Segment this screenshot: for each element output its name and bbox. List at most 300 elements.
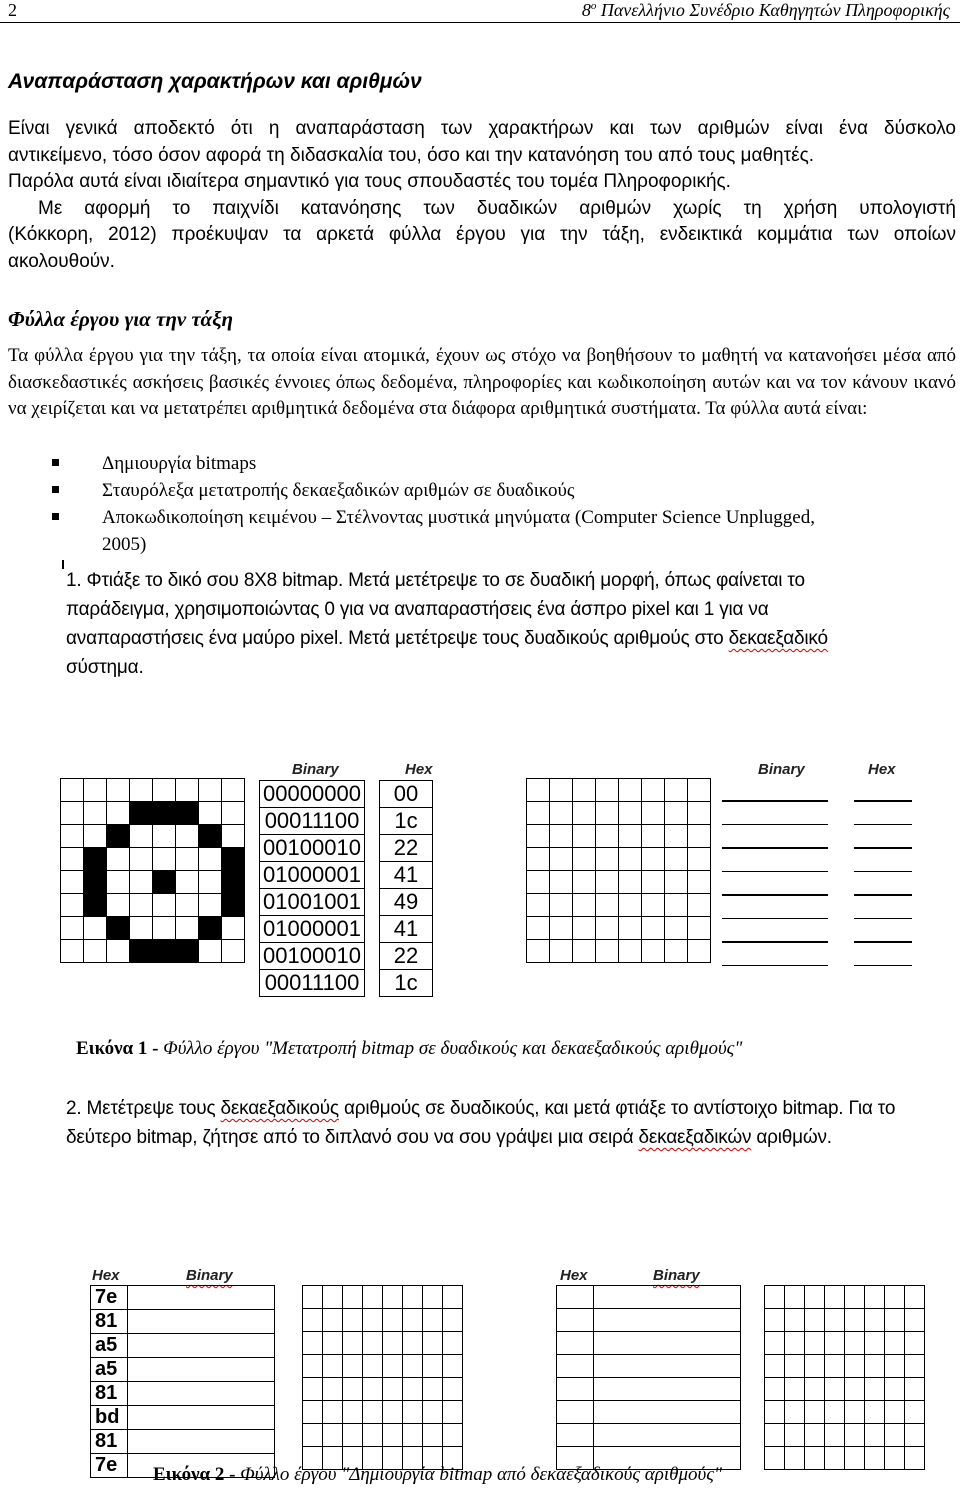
bitmap-cell [865,1378,885,1401]
spacer-cell [365,862,380,889]
binary-cell: 01000001 [260,916,365,943]
hex-column-header: Hex [560,1267,588,1284]
hex-cell: 41 [380,862,433,889]
section-title-worksheets: Φύλλα έργου για την τάξη [8,307,234,331]
bitmap-cell [619,871,642,894]
bitmap-cell [176,848,199,871]
bitmap-cell [153,802,176,825]
bitmap-cell [527,940,550,963]
bitmap-cell [176,940,199,963]
bitmap-cell [153,825,176,848]
spacer-cell [365,943,380,970]
bitmap-cell [199,825,222,848]
bitmap-cell [785,1355,805,1378]
bitmap-cell [642,802,665,825]
bitmap-cell [642,825,665,848]
bitmap-cell [805,1447,825,1470]
bitmap-cell [323,1332,343,1355]
bitmap-cell [323,1309,343,1332]
example-bitmap-grid [60,778,245,963]
bitmap-cell [550,894,573,917]
binary-answer-cell [128,1334,275,1358]
bitmap-cell [765,1447,785,1470]
bitmap-cell [130,802,153,825]
bitmap-cell [403,1286,423,1309]
bitmap-cell [343,1286,363,1309]
bitmap-cell [107,848,130,871]
bitmap-cell [865,1355,885,1378]
bitmap-cell [176,894,199,917]
table-row [557,1286,741,1309]
bitmap-cell [84,871,107,894]
hex-answer-line [854,941,912,943]
bitmap-cell [423,1401,443,1424]
bitmap-cell [527,802,550,825]
hex-cell: 81 [91,1382,128,1406]
binary-column-header: Binary [186,1267,233,1284]
hex-cell: bd [91,1406,128,1430]
bitmap-cell [443,1401,463,1424]
bitmap-cell [383,1378,403,1401]
bitmap-cell [443,1332,463,1355]
bitmap-cell [865,1447,885,1470]
hex-column-header: Hex [868,761,896,778]
binary-answer-line [722,941,828,943]
list-item: Αποκωδικοποίηση κειμένου – Στέλνοντας μυστικά μηνύματα (Computer Science Unplugged, 2005) [52,504,862,558]
bitmap-cell [665,779,688,802]
bitmap-cell [363,1378,383,1401]
bitmap-cell [665,940,688,963]
bitmap-cell [825,1355,845,1378]
spacer-cell [365,889,380,916]
bitmap-cell [527,871,550,894]
figure-1-caption: Εικόνα 1 - Φύλλο έργου "Μετατροπή bitmap σε δυαδικούς και δεκαεξαδικούς αριθμούς" [76,1038,743,1059]
bitmap-cell [845,1424,865,1447]
bitmap-cell [573,917,596,940]
bitmap-cell [642,940,665,963]
hex-cell: 81 [91,1430,128,1454]
bitmap-cell [596,940,619,963]
bitmap-cell [688,802,711,825]
bitmap-cell [423,1378,443,1401]
bitmap-cell [107,917,130,940]
table-row [91,1358,275,1382]
bitmap-cell [527,894,550,917]
binary-answer-cell [594,1286,741,1309]
binary-cell: 01000001 [260,862,365,889]
bitmap-cell [550,779,573,802]
bitmap-cell [176,825,199,848]
example-binary-hex-table [259,780,433,997]
binary-answer-line [722,871,828,873]
bitmap-cell [619,802,642,825]
bitmap-cell [665,825,688,848]
bitmap-cell [343,1424,363,1447]
bitmap-cell [785,1286,805,1309]
bitmap-cell [785,1424,805,1447]
table-row [260,970,433,997]
bitmap-cell [443,1309,463,1332]
bitmap-cell [619,940,642,963]
bitmap-cell [642,779,665,802]
bitmap-cell [785,1401,805,1424]
bitmap-cell [865,1332,885,1355]
intro-line: Παρόλα αυτά είναι ιδιαίτερα σημαντικό για τους σπουδαστές του τομέα Πληροφορικής. [8,171,731,192]
bitmap-cell [642,894,665,917]
bitmap-cell [642,848,665,871]
hex-cell [557,1332,594,1355]
bitmap-cell [573,871,596,894]
bitmap-cell [785,1378,805,1401]
bitmap-cell [303,1286,323,1309]
bitmap-cell [845,1332,865,1355]
hex-cell: 00 [380,781,433,808]
bitmap-cell [84,917,107,940]
bitmap-cell [619,917,642,940]
bitmap-cell [805,1424,825,1447]
binary-cell: 00100010 [260,943,365,970]
bitmap-cell [199,779,222,802]
binary-answer-cell [128,1358,275,1382]
bitmap-cell [303,1332,323,1355]
binary-answer-cell [594,1424,741,1447]
bitmap-cell [785,1332,805,1355]
bitmap-cell [550,917,573,940]
bitmap-cell [323,1355,343,1378]
page-number: 2 [8,0,17,20]
bitmap-cell [323,1286,343,1309]
hex-cell: a5 [91,1334,128,1358]
hex-cell: 81 [91,1310,128,1334]
bitmap-cell [153,848,176,871]
binary-column-header: Binary [758,761,805,778]
bitmap-cell [619,894,642,917]
binary-answer-line [722,894,828,896]
binary-answer-line [722,965,828,967]
bitmap-cell [619,825,642,848]
bitmap-cell [885,1286,905,1309]
spacer-cell [365,916,380,943]
bitmap-cell [199,871,222,894]
bitmap-cell [222,940,245,963]
bitmap-cell [403,1309,423,1332]
bitmap-cell [107,894,130,917]
binary-cell: 01001001 [260,889,365,916]
bitmap-cell [665,894,688,917]
bitmap-cell [343,1332,363,1355]
bitmap-cell [130,779,153,802]
bitmap-cell [153,779,176,802]
bitmap-cell [596,825,619,848]
bitmap-cell [573,779,596,802]
bitmap-cell [383,1309,403,1332]
bitmap-cell [61,825,84,848]
bitmap-cell [765,1332,785,1355]
bitmap-cell [403,1424,423,1447]
hex-cell [557,1401,594,1424]
bitmap-cell [363,1286,383,1309]
hex-answer-line [854,824,912,826]
bitmap-cell [130,871,153,894]
hex-cell: 49 [380,889,433,916]
hex-answer-line [854,871,912,873]
worksheets-paragraph: Τα φύλλα έργου για την τάξη, τα οποία είναι ατομικά, έχουν ως στόχο να βοηθήσουν το μαθητή να κατανοήσει μέσα από διασκεδαστικές ασκήσεις βασικές έννοιες όπως δεδομένα, πληροφορίες και κωδικοποίηση αυτών και να τον κάνουν ικανό να χειρίζεται και να μετατρέπει αριθμητικά δεδομένα στα διάφορα αριθμητικά συστήματα. Τα φύλλα αυτά είναι: [8,345,956,419]
bitmap-cell [905,1424,925,1447]
bitmap-cell [403,1401,423,1424]
table-row [260,835,433,862]
hex-column-header: Hex [92,1267,120,1284]
bitmap-cell [785,1447,805,1470]
spacer-cell [365,808,380,835]
bitmap-cell [527,825,550,848]
bitmap-cell [222,894,245,917]
bitmap-cell [573,802,596,825]
bitmap-cell [805,1286,825,1309]
bitmap-cell [805,1332,825,1355]
bitmap-cell [222,848,245,871]
table-row [260,808,433,835]
hex-answer-line [854,965,912,967]
bitmap-cell [84,802,107,825]
table-row [91,1406,275,1430]
bitmap-cell [199,802,222,825]
binary-cell: 00100010 [260,835,365,862]
bitmap-cell [423,1332,443,1355]
bitmap-cell [785,1309,805,1332]
bitmap-cell [84,894,107,917]
hex-cell: 22 [380,943,433,970]
bitmap-cell [176,871,199,894]
spacer-cell [365,835,380,862]
table-row [260,781,433,808]
bitmap-cell [153,917,176,940]
empty-bitmap-grid [302,1285,463,1470]
bitmap-cell [383,1401,403,1424]
bitmap-cell [573,940,596,963]
bitmap-cell [303,1401,323,1424]
bitmap-cell [383,1286,403,1309]
binary-answer-cell [128,1286,275,1310]
empty-bitmap-grid [764,1285,925,1470]
binary-answer-cell [594,1401,741,1424]
bitmap-cell [665,917,688,940]
bitmap-cell [688,825,711,848]
bitmap-cell [642,917,665,940]
figure-2-caption: Εικόνα 2 - Φύλλο έργου "Δημιουργία bitmap από δεκαεξαδικούς αριθμούς" [153,1464,722,1485]
bitmap-cell [107,825,130,848]
intro-line: Είναι γενικά αποδεκτό ότι η αναπαράσταση των χαρακτήρων και των αριθμών είναι ένα δύσκολο [8,118,956,139]
table-row [260,862,433,889]
bitmap-cell [153,871,176,894]
bitmap-cell [865,1309,885,1332]
bitmap-cell [527,917,550,940]
bitmap-cell [383,1332,403,1355]
bitmap-cell [303,1355,323,1378]
table-row [260,943,433,970]
bitmap-cell [423,1309,443,1332]
section-title-representation: Αναπαράσταση χαρακτήρων και αριθμών [8,70,422,93]
hex-cell: 22 [380,835,433,862]
bitmap-cell [596,917,619,940]
binary-answer-line [722,824,828,826]
bitmap-cell [805,1401,825,1424]
hex-cell [557,1378,594,1401]
bitmap-cell [303,1309,323,1332]
bitmap-cell [199,848,222,871]
bitmap-cell [61,871,84,894]
bitmap-cell [688,894,711,917]
bitmap-cell [176,917,199,940]
bitmap-cell [443,1378,463,1401]
list-item: Σταυρόλεξα μετατροπής δεκαεξαδικών αριθμών σε δυαδικούς [52,477,862,504]
bitmap-cell [885,1424,905,1447]
bitmap-cell [688,871,711,894]
bitmap-cell [845,1355,865,1378]
bitmap-cell [765,1355,785,1378]
table-row [557,1332,741,1355]
bitmap-cell [222,779,245,802]
bitmap-cell [130,917,153,940]
bitmap-cell [527,779,550,802]
binary-answer-cell [594,1332,741,1355]
bitmap-cell [665,802,688,825]
conference-title: $8^o$ Πανελλήνιο Συνέδριο Καθηγητών Πληροφορικής [581,0,950,20]
bitmap-cell [222,871,245,894]
binary-cell: 00011100 [260,970,365,997]
bitmap-cell [619,848,642,871]
bitmap-cell [885,1378,905,1401]
table-row [91,1334,275,1358]
binary-answer-line [722,847,828,849]
bitmap-cell [688,940,711,963]
bitmap-cell [130,848,153,871]
binary-cell: 00011100 [260,808,365,835]
hex-cell: 41 [380,916,433,943]
bitmap-cell [107,940,130,963]
binary-answer-cell [594,1309,741,1332]
bitmap-cell [845,1378,865,1401]
hex-values-table-filled [90,1285,275,1478]
table-row [91,1382,275,1406]
bitmap-cell [885,1355,905,1378]
binary-answer-cell [594,1355,741,1378]
bitmap-cell [423,1286,443,1309]
list-item: Δημιουργία bitmaps [52,450,862,477]
bitmap-cell [303,1424,323,1447]
bitmap-cell [222,825,245,848]
task-2-instructions: 2. Μετέτρεψε τους δεκαεξαδικούς αριθμούς σε δυαδικούς, και μετά φτιάξε το αντίστοιχο bitmap. Για το δεύτερο bitmap, ζήτησε από το διπλανό σου να σου γράψει μια σειρά δεκαεξαδικών αριθμών. [66,1098,896,1148]
bitmap-cell [573,894,596,917]
bitmap-cell [107,779,130,802]
bitmap-cell [550,848,573,871]
bitmap-cell [905,1286,925,1309]
table-row [91,1310,275,1334]
bitmap-cell [363,1309,383,1332]
bitmap-cell [199,894,222,917]
hex-cell [557,1309,594,1332]
bitmap-cell [596,779,619,802]
bitmap-cell [845,1309,865,1332]
bitmap-cell [176,779,199,802]
bitmap-cell [383,1355,403,1378]
table-row [557,1309,741,1332]
bitmap-cell [805,1378,825,1401]
hex-cell: 7e [91,1286,128,1310]
table-row [557,1355,741,1378]
hex-answer-line [854,894,912,896]
bitmap-cell [665,871,688,894]
bitmap-cell [443,1355,463,1378]
bitmap-cell [343,1355,363,1378]
bitmap-cell [905,1447,925,1470]
binary-answer-cell [594,1378,741,1401]
bitmap-cell [403,1332,423,1355]
intro-line: Με αφορμή το παιχνίδι κατανόησης των δυαδικών αριθμών χωρίς τη χρήση υπολογιστή [38,197,956,219]
binary-answer-cell [128,1382,275,1406]
bitmap-cell [825,1286,845,1309]
bitmap-cell [550,825,573,848]
bitmap-cell [845,1286,865,1309]
bitmap-cell [550,940,573,963]
hex-cell [557,1286,594,1309]
bitmap-cell [905,1309,925,1332]
bitmap-cell [688,917,711,940]
bitmap-cell [403,1378,423,1401]
intro-line: (Κόκκορη, 2012) προέκυψαν τα αρκετά φύλλα έργου για την τάξη, ενδεικτικά κομμάτια των οποίων [8,224,956,245]
bitmap-cell [84,779,107,802]
bitmap-cell [845,1447,865,1470]
bitmap-cell [825,1378,845,1401]
bitmap-cell [199,940,222,963]
bitmap-cell [199,917,222,940]
table-row [557,1378,741,1401]
bitmap-cell [84,848,107,871]
bitmap-cell [403,1355,423,1378]
table-row [557,1424,741,1447]
bitmap-cell [130,894,153,917]
binary-answer-cell [128,1430,275,1454]
bitmap-cell [573,848,596,871]
bitmap-cell [550,802,573,825]
bitmap-cell [885,1401,905,1424]
bitmap-cell [550,871,573,894]
bitmap-cell [343,1309,363,1332]
bitmap-cell [84,940,107,963]
table-row [260,916,433,943]
bitmap-cell [596,871,619,894]
empty-bitmap-grid [526,778,711,963]
bitmap-cell [61,848,84,871]
bitmap-cell [61,779,84,802]
bitmap-cell [905,1332,925,1355]
bitmap-cell [765,1286,785,1309]
hex-values-table-empty [556,1285,741,1470]
binary-column-header: Binary [653,1267,700,1284]
bitmap-cell [107,802,130,825]
bitmap-cell [323,1401,343,1424]
bitmap-cell [765,1309,785,1332]
bitmap-cell [596,894,619,917]
running-header [0,0,960,23]
bitmap-cell [885,1309,905,1332]
hex-cell: a5 [91,1358,128,1382]
bitmap-cell [885,1332,905,1355]
bitmap-cell [61,917,84,940]
binary-cell: 00000000 [260,781,365,808]
binary-answer-cell [128,1310,275,1334]
binary-answer-line [722,800,828,802]
bitmap-cell [61,894,84,917]
